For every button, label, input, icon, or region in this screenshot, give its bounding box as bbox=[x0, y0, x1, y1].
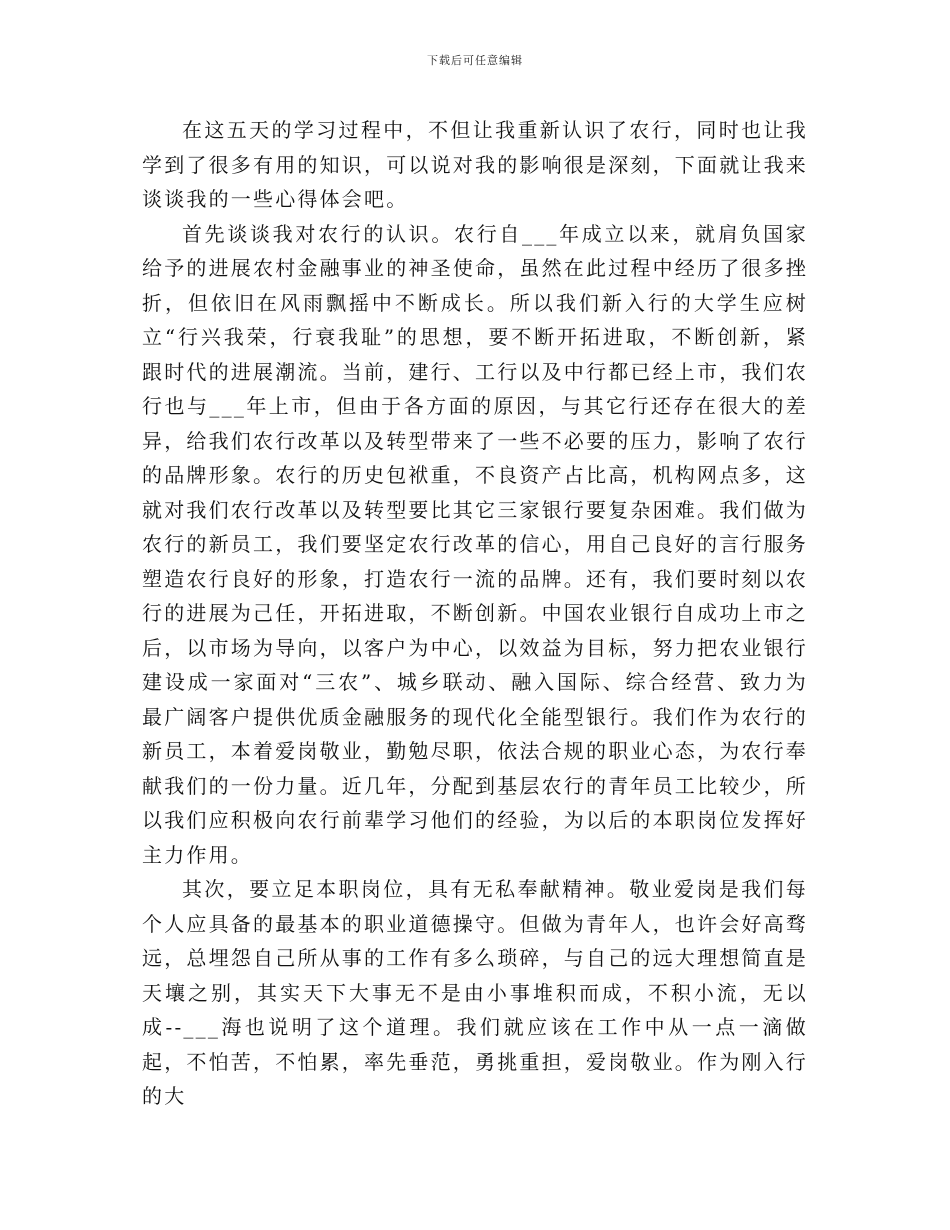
paragraph-3: 其次，要立足本职岗位，具有无私奉献精神。敬业爱岗是我们每个人应具备的最基本的职业道德操守。但做为青年人，也许会好高骛远，总埋怨自己所从事的工作有多么琐碎，与自己的远大理想简直是天壤之别，其实天下大事无不是由小事堆积而成，不积小流，无以成--___海也说明了这个道理。我们就应该在工作中从一点一滴做起，不怕苦，不怕累，率先垂范，勇挑重担，爱岗敬业。作为刚入行的大 bbox=[142, 877, 808, 1108]
page-header: 下载后可任意编辑 bbox=[427, 54, 523, 67]
paragraph-1: 在这五天的学习过程中，不但让我重新认识了农行，同时也让我学到了很多有用的知识，可以说对我的影响很是深刻，下面就让我来谈谈我的一些心得体会吧。 bbox=[142, 118, 808, 211]
paragraph-2: 首先谈谈我对农行的认识。农行自___年成立以来，就肩负国家给予的进展农村金融事业的神圣使命，虽然在此过程中经历了很多挫折，但依旧在风雨飘摇中不断成长。所以我们新入行的大学生应树立“行兴我荣，行衰我耻”的思想，要不断开拓进取，不断创新，紧跟时代的进展潮流。当前，建行、工行以及中行都已经上市，我们农行也与___年上市，但由于各方面的原因，与其它行还存在很大的差异，给我们农行改革以及转型带来了一些不必要的压力，影响了农行的品牌形象。农行的历史包袱重，不良资产占比高，机构网点多，这就对我们农行改革以及转型要比其它三家银行要复杂困难。我们做为农行的新员工，我们要坚定农行改革的信心，用自己良好的言行服务塑造农行良好的形象，打造农行一流的品牌。还有，我们要时刻以农行的进展为己任，开拓进取，不断创新。中国农业银行自成功上市之后，以市场为导向，以客户为中心，以效益为目标，努力把农业银行建设成一家面对“三农”、城乡联动、融入国际、综合经营、致力为最广阔客户提供优质金融服务的现代化全能型银行。我们作为农行的新员工，本着爱岗敬业，勤勉尽职，依法合规的职业心态，为农行奉献我们的一份力量。近几年，分配到基层农行的青年员工比较少，所以我们应积极向农行前辈学习他们的经验，为以后的本职岗位发挥好主力作用。 bbox=[142, 221, 808, 867]
document-body bbox=[142, 113, 808, 1114]
